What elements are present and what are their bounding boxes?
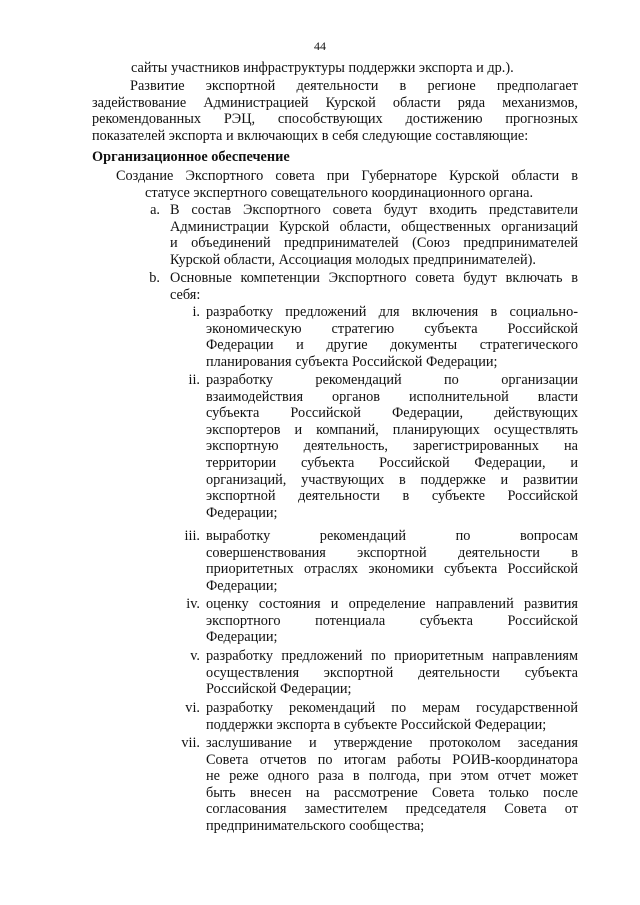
- text-line: разработку предложений по приоритетным направлениям: [206, 648, 578, 664]
- text-line: Основные компетенции Экспортного совета будут включать в: [170, 270, 578, 286]
- text-line: субъекта Российской Федерации, действующих: [206, 405, 578, 422]
- text-line: планирования субъекта Российской Федерации;: [206, 353, 498, 370]
- text-line: организаций, участвующих в поддержке и развитии: [206, 471, 578, 488]
- text-line: осуществления экспортной деятельности субъекта: [206, 664, 578, 681]
- list-marker: a.: [150, 202, 160, 218]
- text-line: оценку состояния и определение направлений развития: [206, 596, 578, 612]
- list-item-text: [206, 372, 578, 521]
- text-line: экспортеров и компаний, планирующих осуществлять: [206, 421, 578, 438]
- text-line: Создание Экспортного совета при Губернаторе Курской области в: [116, 168, 578, 184]
- list-item-text: [206, 648, 578, 698]
- list-item-text: [206, 735, 578, 835]
- text-line: Курской области, Ассоциация молодых предпринимателей).: [170, 251, 536, 268]
- text-line: приоритетных отраслях экономики субъекта Российской: [206, 561, 578, 578]
- list-marker: i.: [192, 304, 200, 320]
- text-line: выработку рекомендаций по вопросам: [206, 528, 578, 544]
- list-item-text: [206, 304, 578, 370]
- intro-continuation: [131, 60, 531, 77]
- text-line: разработку рекомендаций по организации: [206, 372, 578, 388]
- list-marker: vi.: [185, 700, 200, 716]
- list-item-text: [206, 596, 578, 646]
- list-marker: v.: [190, 648, 200, 664]
- text-line: взаимодействия органов исполнительной власти: [206, 388, 578, 405]
- text-line: себя:: [170, 286, 201, 303]
- text-line: экспортного потенциала субъекта Российской: [206, 612, 578, 629]
- list-marker: b.: [149, 270, 160, 286]
- text-line: согласования заместителем председателя Совета от: [206, 801, 578, 818]
- text-line: Совета отчетов по итогам работы РОИВ-координатора: [206, 751, 578, 768]
- intro-paragraph: [92, 78, 578, 144]
- text-line: Российской Федерации;: [206, 681, 352, 698]
- text-line: не реже одного раза в полгода, при этом отчет может: [206, 768, 578, 785]
- main-list-item: [116, 168, 578, 201]
- list-item-text: [170, 202, 578, 268]
- text-line: быть внесен на рассмотрение Совета только после: [206, 784, 578, 801]
- list-marker: iii.: [184, 528, 200, 544]
- text-line: рекомендованных РЭЦ, способствующих достижению прогнозных: [92, 111, 578, 128]
- list-item-text: [206, 528, 578, 594]
- text-line: поддержки экспорта в субъекте Российской Федерации;: [206, 716, 547, 733]
- text-line: предпринимательского сообщества;: [206, 817, 425, 834]
- text-line: Федерации;: [206, 504, 278, 521]
- text-line: экспортную деятельность, зарегистрированных на: [206, 438, 578, 455]
- text-line: совершенствования экспортной деятельности в: [206, 544, 578, 561]
- text-line: Федерации и другие документы стратегического: [206, 337, 578, 354]
- list-item-text: [170, 270, 578, 303]
- text-line: территории субъекта Российской Федерации, и: [206, 454, 578, 471]
- text-line: заслушивание и утверждение протоколом заседания: [206, 735, 578, 751]
- text-line: задействование Администрацией Курской области ряда механизмов,: [92, 94, 578, 111]
- text-line: показателей экспорта и включающих в себя следующие составляющие:: [92, 127, 529, 144]
- list-item-text: [206, 700, 578, 733]
- text-line: Федерации;: [206, 577, 278, 594]
- text-line: разработку предложений для включения в социально-: [206, 304, 578, 320]
- text-line: и объединений предпринимателей (Союз предпринимателей: [170, 235, 578, 252]
- list-marker: ii.: [188, 372, 200, 388]
- text-line: статусе экспертного совещательного координационного органа.: [145, 184, 534, 201]
- text-line: Федерации;: [206, 629, 278, 646]
- text-line: экономическую стратегию субъекта Российской: [206, 320, 578, 337]
- text-line: В состав Экспортного совета будут входить представители: [170, 202, 578, 218]
- list-marker: vii.: [181, 735, 200, 751]
- text-line: Развитие экспортной деятельности в регионе предполагает: [130, 78, 578, 94]
- page-number: 44: [314, 39, 326, 53]
- section-heading: Организационное обеспечение: [92, 149, 290, 165]
- text-line: Администрации Курской области, общественных организаций: [170, 218, 578, 235]
- text-line: разработку рекомендаций по мерам государственной: [206, 700, 578, 716]
- text-line: экспортной деятельности в субъекте Российской: [206, 488, 578, 505]
- list-marker: iv.: [186, 596, 200, 612]
- text-line: сайты участников инфраструктуры поддержки экспорта и др.).: [131, 60, 514, 76]
